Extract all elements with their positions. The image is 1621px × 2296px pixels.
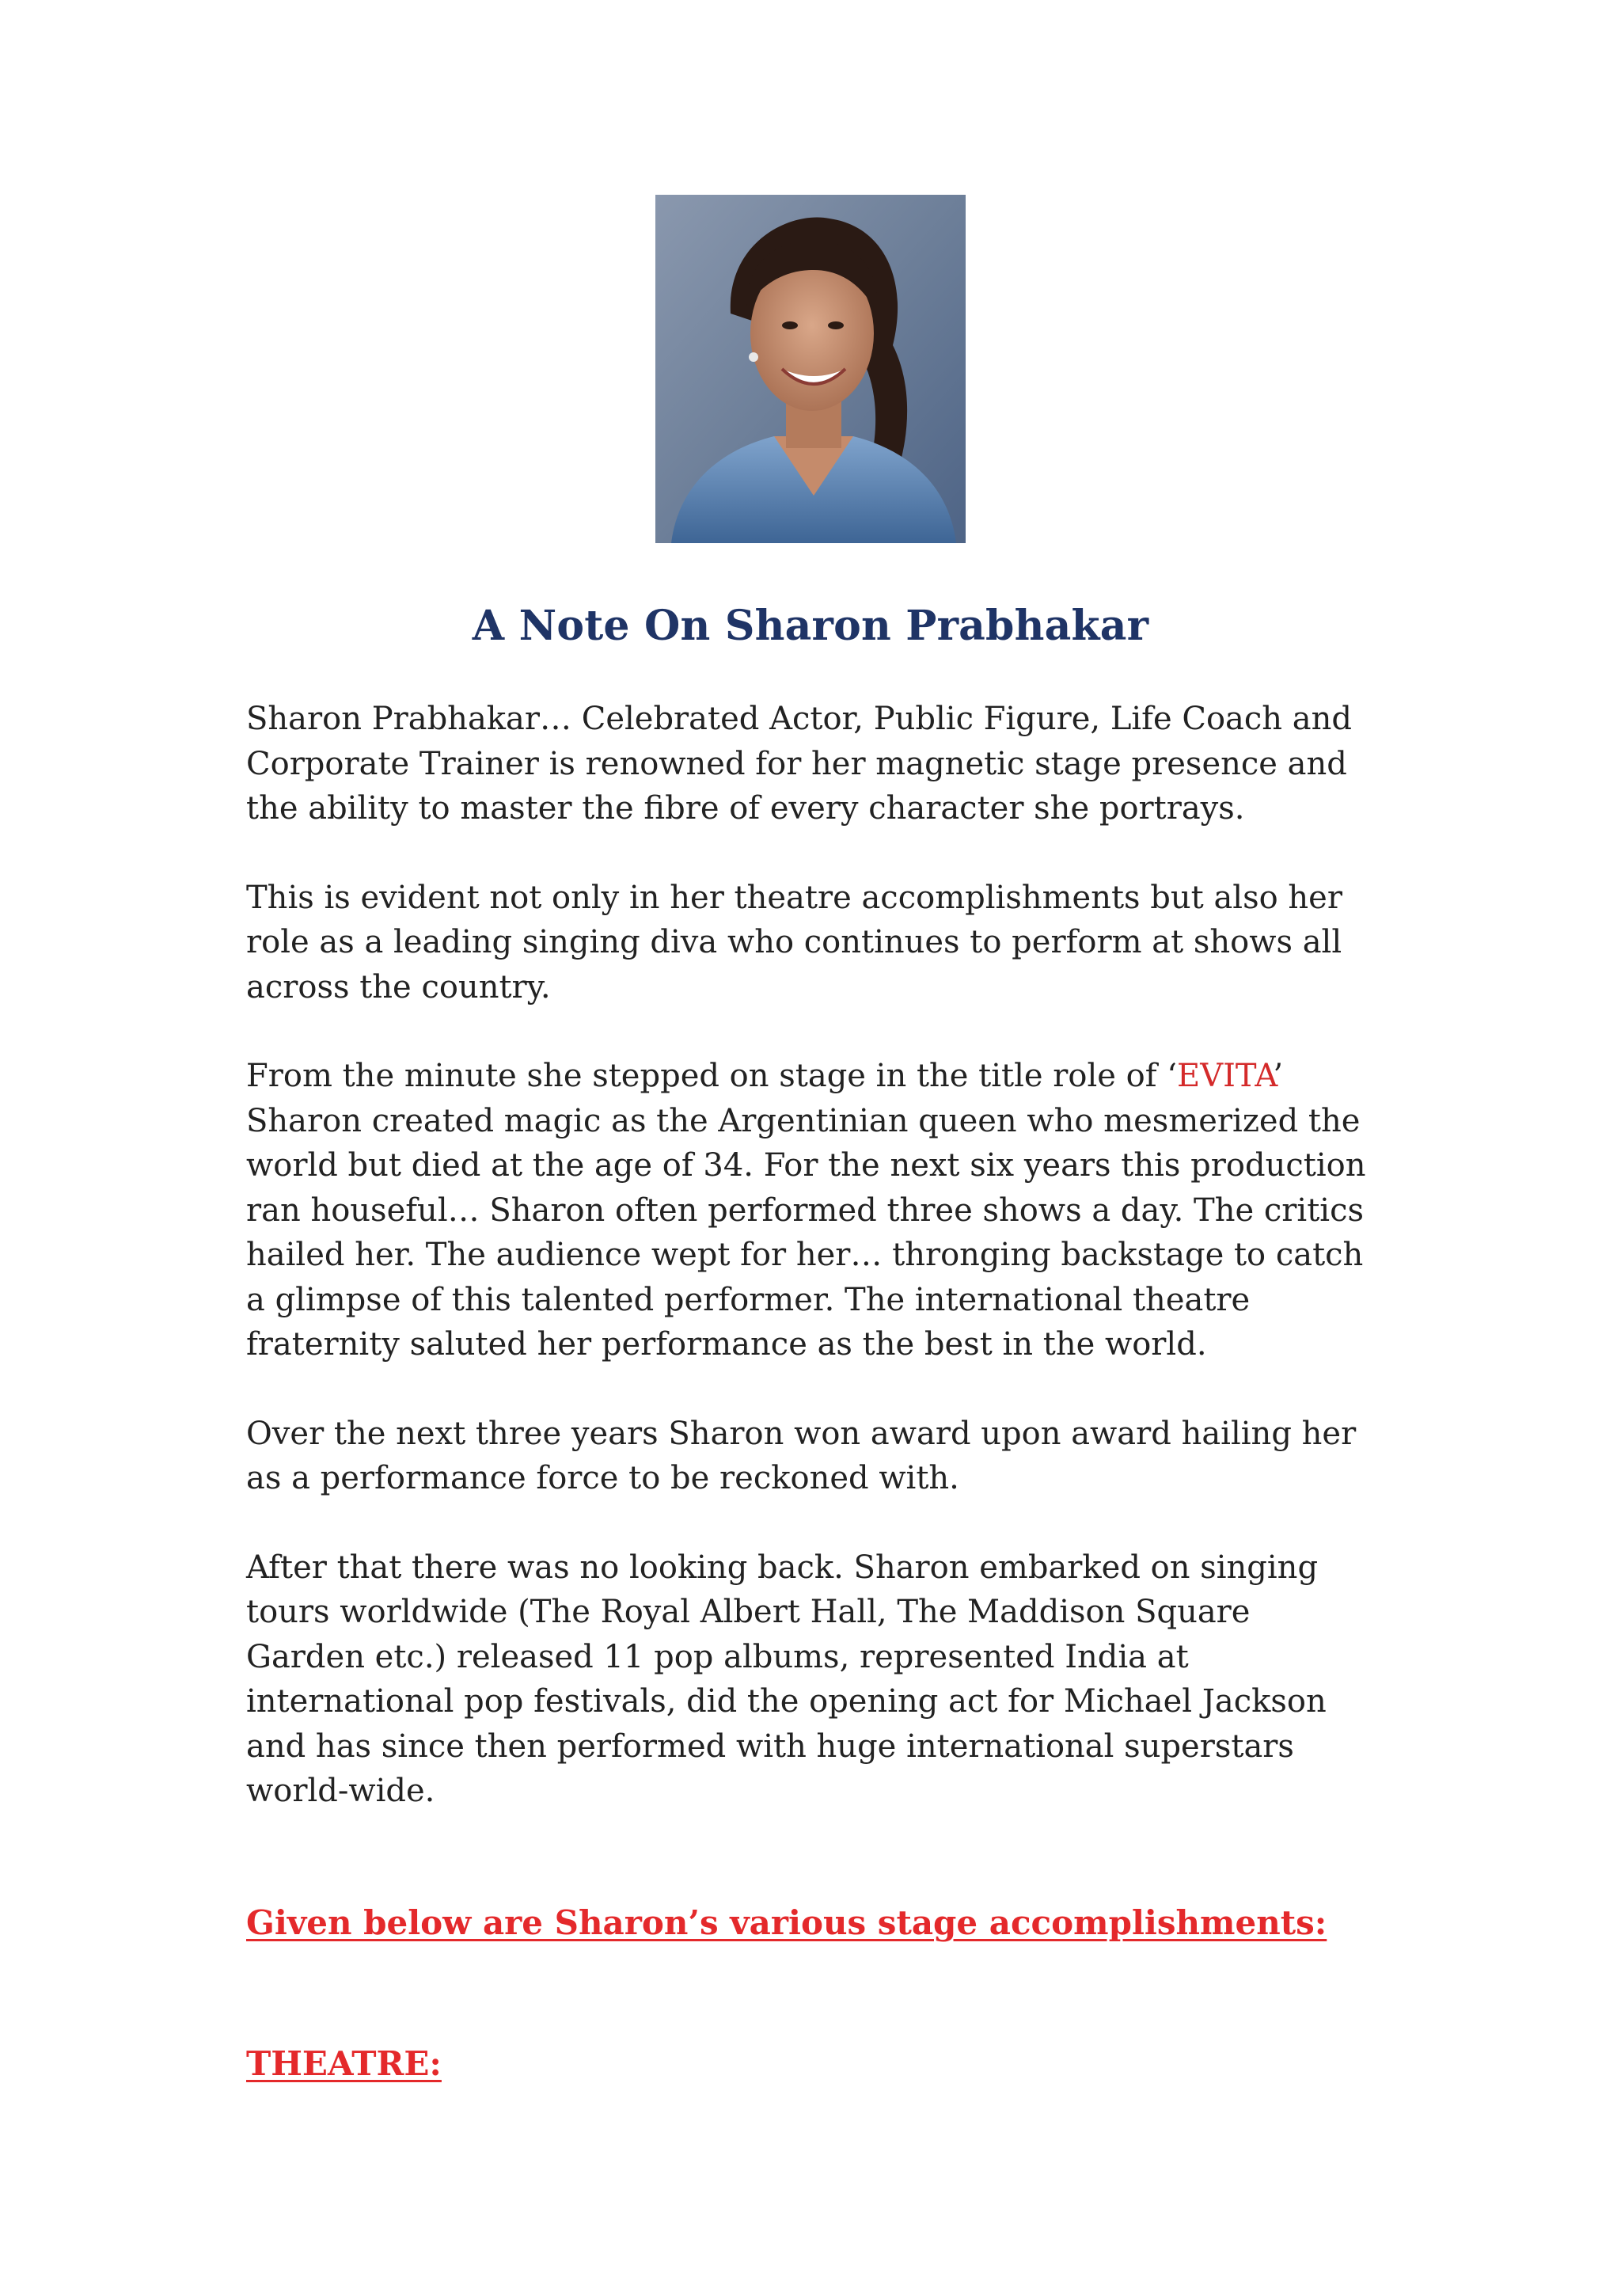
text-line: world but died at the age of 34. For the next six years this production [246,1147,1366,1184]
text-line: Garden etc.) released 11 pop albums, represented India at [246,1638,1189,1675]
text-line: After that there was no looking back. Sharon embarked on singing [246,1549,1319,1586]
evita-close-quote: ’ [1273,1058,1284,1094]
text-line: This is evident not only in her theatre accomplishments but also her [246,879,1342,916]
text-line: fraternity saluted her performance as the best in the world. [246,1326,1207,1363]
text-line: across the country. [246,968,551,1005]
text-line: as a performance force to be reckoned with. [246,1460,959,1496]
paragraph-awards [246,1412,1386,1501]
paragraph-evita [246,1054,1386,1367]
evita-intro-text: From the minute she stepped on stage in the title role of ‘ [246,1058,1177,1094]
text-line: hailed her. The audience wept for her… thronging backstage to catch [246,1237,1364,1273]
bio-body [246,697,1386,1858]
text-line: Sharon created magic as the Argentinian queen who mesmerized the [246,1102,1361,1139]
portrait-photo [655,195,966,543]
theatre-heading: THEATRE: [246,2044,442,2083]
text-line: Over the next three years Sharon won award upon award hailing her [246,1415,1357,1452]
paragraph-intro [246,697,1386,831]
paragraph-tours [246,1545,1386,1814]
paragraph-singing [246,876,1386,1010]
text-line: Sharon Prabhakar… Celebrated Actor, Public Figure, Life Coach and [246,701,1352,737]
text-line: Corporate Trainer is renowned for her magnetic stage presence and [246,745,1347,782]
text-line [246,1054,1386,1099]
text-line: tours worldwide (The Royal Albert Hall, The Maddison Square [246,1594,1251,1630]
text-line: and has since then performed with huge international superstars [246,1728,1294,1765]
text-line: the ability to master the fibre of every character she portrays. [246,790,1245,827]
accomplishments-heading: Given below are Sharon’s various stage accomplishments: [246,1903,1327,1942]
text-line: role as a leading singing diva who continues to perform at shows all [246,924,1342,960]
text-line: a glimpse of this talented performer. The international theatre [246,1281,1251,1318]
text-line: ran houseful… Sharon often performed three shows a day. The critics [246,1192,1364,1229]
page-title: A Note On Sharon Prabhakar [472,602,1149,650]
text-line: international pop festivals, did the opening act for Michael Jackson [246,1683,1327,1720]
evita-highlight: EVITA [1177,1058,1274,1094]
text-line: world-wide. [246,1773,435,1809]
